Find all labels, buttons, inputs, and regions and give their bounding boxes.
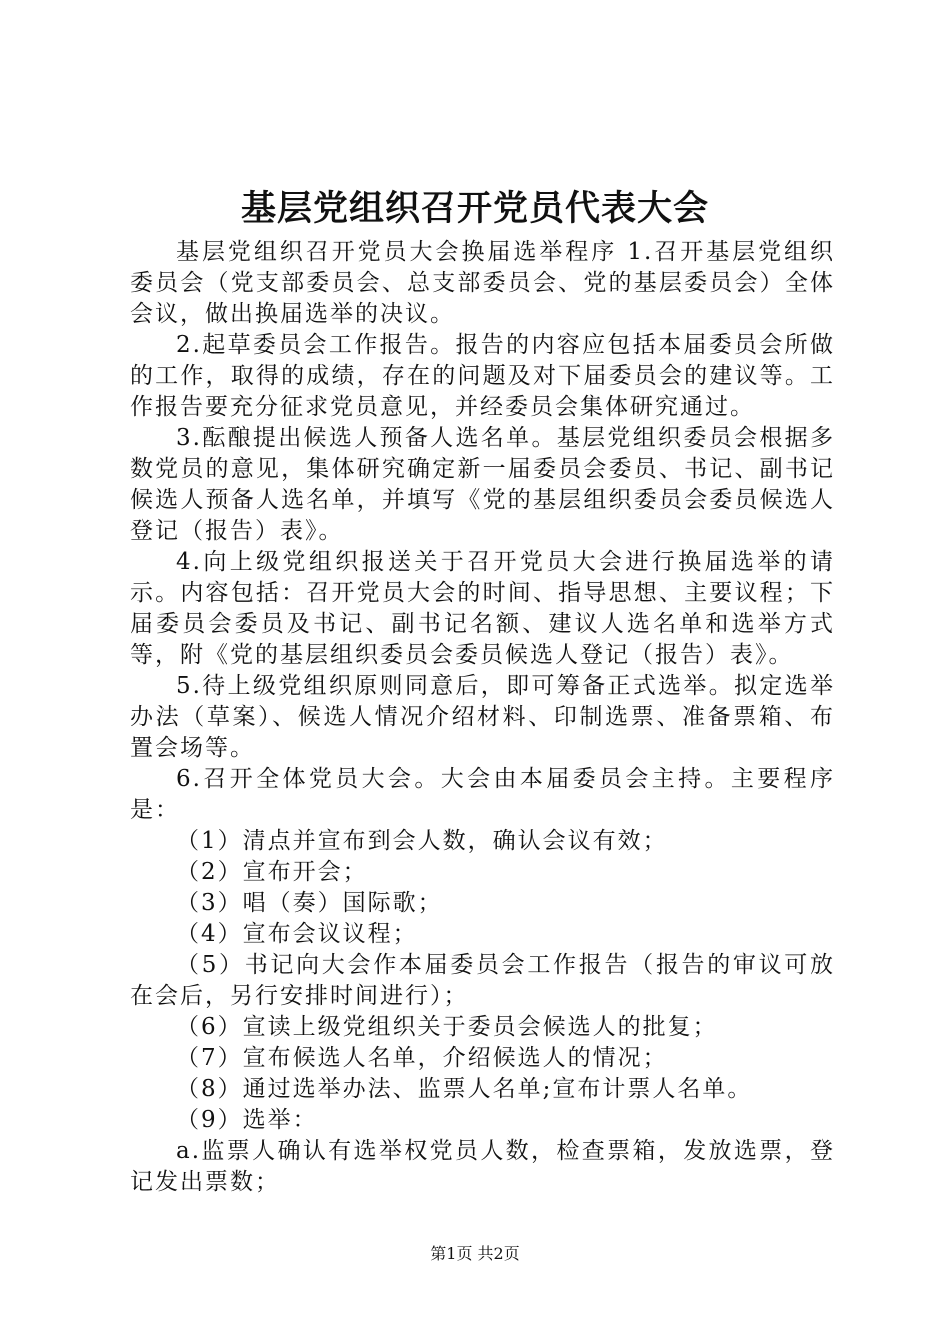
list-item: （4）宣布会议议程；	[176, 921, 418, 947]
list-item: （7）宣布候选人名单，介绍候选人的情况；	[176, 1045, 668, 1071]
document-body	[130, 237, 835, 1198]
list-item: （8）通过选举办法、监票人名单;宣布计票人名单。	[176, 1076, 753, 1102]
page-footer: 第1页 共2页	[430, 1244, 520, 1263]
paragraph: 3.酝酿提出候选人预备人选名单。基层党组织委员会根据多数党员的意见，集体研究确定新一届委员会委员、书记、副书记候选人预备人选名单，并填写《党的基层组织委员会委员候选人登记（报告）表》。	[130, 425, 835, 544]
paragraph: 基层党组织召开党员大会换届选举程序 1.召开基层党组织委员会（党支部委员会、总支部委员会、党的基层委员会）全体会议，做出换届选举的决议。	[130, 239, 835, 327]
list-item: （9）选举：	[176, 1107, 318, 1133]
list-item: （6）宣读上级党组织关于委员会候选人的批复；	[176, 1014, 718, 1040]
list-item: （5）书记向大会作本届委员会工作报告（报告的审议可放在会后，另行安排时间进行）；	[130, 952, 835, 1009]
paragraph: 4.向上级党组织报送关于召开党员大会进行换届选举的请示。内容包括：召开党员大会的时间、指导思想、主要议程；下届委员会委员及书记、副书记名额、建议人选名单和选举方式等，附《党的基层组织委员会委员候选人登记（报告）表》。	[130, 549, 835, 668]
paragraph: 6.召开全体党员大会。大会由本届委员会主持。主要程序是：	[130, 766, 835, 823]
paragraph: 2.起草委员会工作报告。报告的内容应包括本届委员会所做的工作，取得的成绩，存在的问题及对下届委员会的建议等。工作报告要充分征求党员意见，并经委员会集体研究通过。	[130, 332, 835, 420]
list-item: （3）唱（奏）国际歌；	[176, 890, 443, 916]
document-title: 基层党组织召开党员代表大会	[240, 188, 709, 229]
paragraph: a.监票人确认有选举权党员人数，检查票箱，发放选票，登记发出票数；	[130, 1138, 835, 1195]
list-item: （2）宣布开会；	[176, 859, 368, 885]
paragraph: 5.待上级党组织原则同意后，即可筹备正式选举。拟定选举办法（草案）、候选人情况介绍材料、印制选票、准备票箱、布置会场等。	[130, 673, 835, 761]
list-item: （1）清点并宣布到会人数，确认会议有效；	[176, 828, 668, 854]
